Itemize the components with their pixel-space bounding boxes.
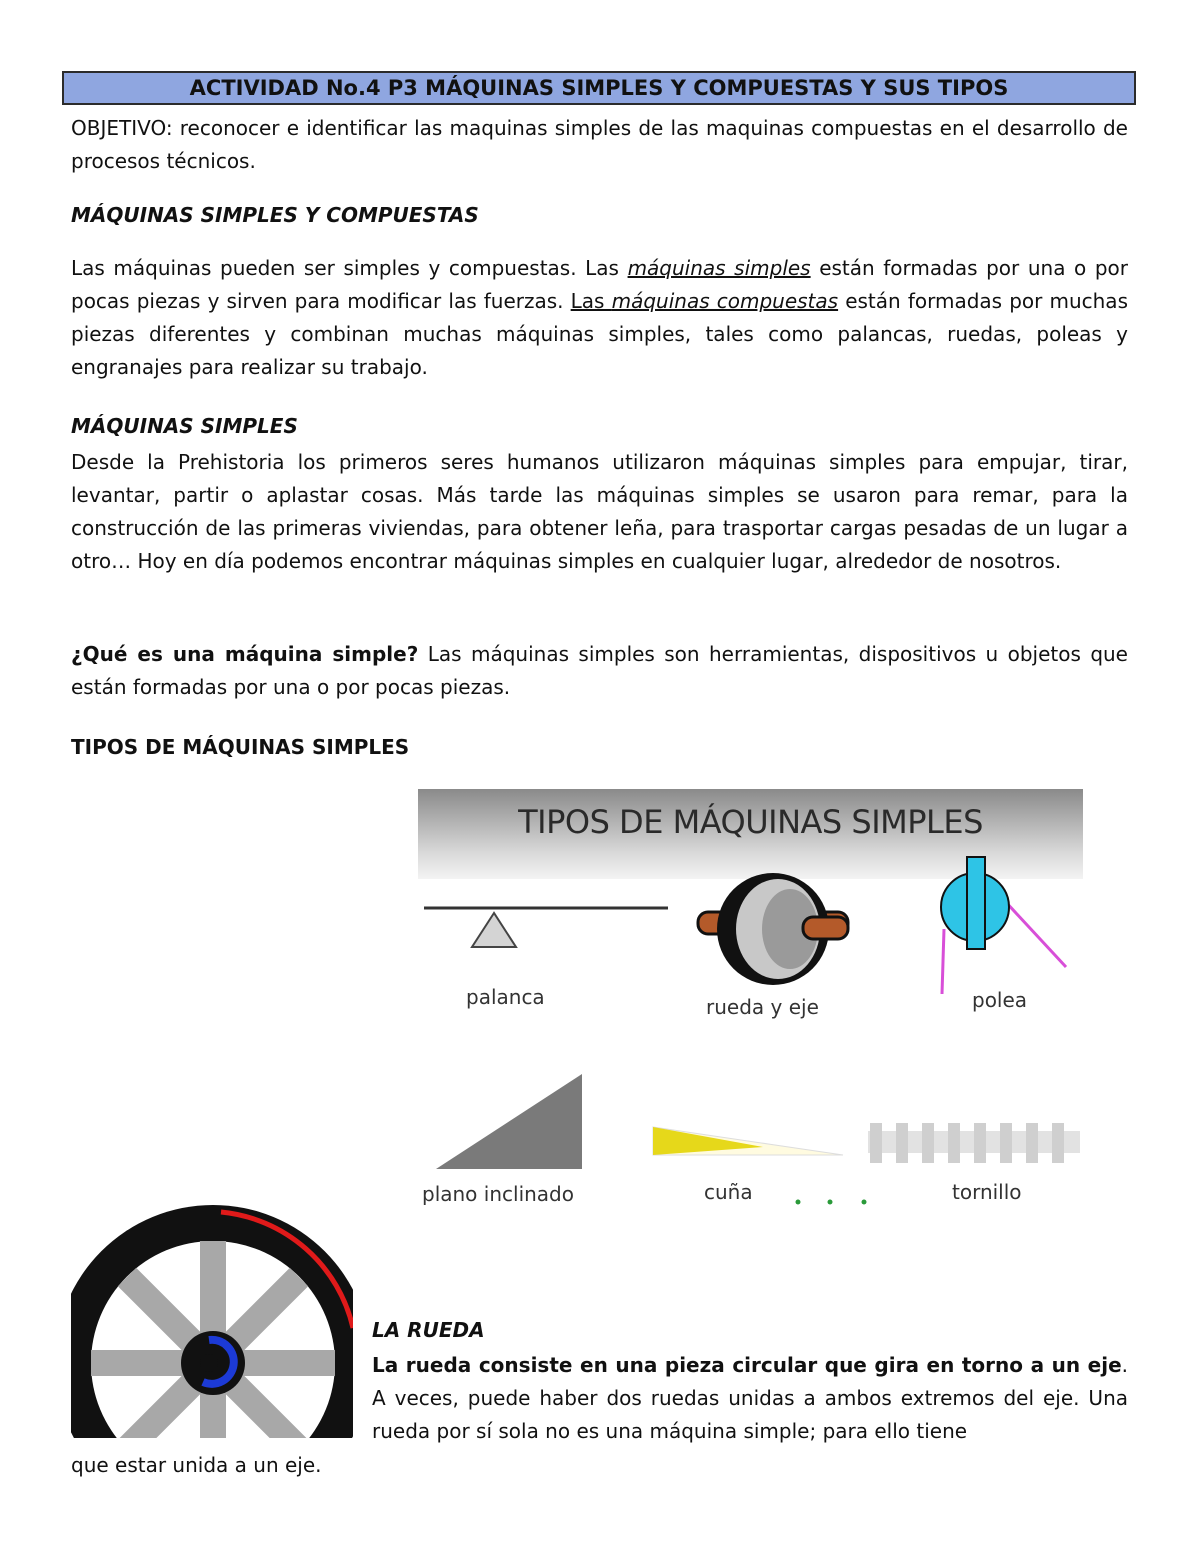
- answer-text: Las máquinas simples son herramientas, dispositivos u objetos que están formadas por una o por pocas piezas.: [71, 642, 1128, 699]
- heading-tipos: TIPOS DE MÁQUINAS SIMPLES: [71, 735, 410, 759]
- heading-la-rueda: LA RUEDA: [372, 1318, 485, 1342]
- wheel-illustration: [71, 1168, 353, 1438]
- link-maquinas-simples[interactable]: máquinas simples: [627, 256, 811, 280]
- wedge-icon: [653, 1127, 843, 1155]
- label-cuna: cuña: [704, 1180, 753, 1204]
- objective-text: OBJETIVO: reconocer e identificar las maquinas simples de las maquinas compuestas en el desarrollo de procesos técnicos.: [71, 116, 1128, 173]
- wheel-icon: [71, 1168, 353, 1438]
- intro-mid: están formadas por una o por pocas piezas y sirven para modificar las fuerzas.: [71, 256, 1128, 313]
- link2-prefix[interactable]: Las: [570, 289, 612, 313]
- inclined-plane-icon: [436, 1074, 582, 1169]
- label-plano-inclinado: plano inclinado: [422, 1182, 574, 1205]
- rueda-rest: . A veces, puede haber dos ruedas unidas a ambos extremos del eje. Una rueda por sí sola no es una máquina simple; para ello tiene: [372, 1353, 1128, 1443]
- intro-paragraph: [71, 252, 1128, 384]
- lever-icon: [424, 908, 668, 947]
- rueda-tail: que estar unida a un eje.: [71, 1453, 322, 1477]
- question-text: ¿Qué es una máquina simple?: [71, 642, 419, 666]
- heading-maquinas-simples: MÁQUINAS SIMPLES: [71, 414, 298, 438]
- label-tornillo: tornillo: [952, 1180, 1022, 1204]
- intro-end: están formadas por muchas piezas diferentes y combinan muchas máquinas simples, tales como palancas, ruedas, poleas y engranajes para realizar su trabajo.: [71, 289, 1128, 379]
- wheel-and-axle-icon: [698, 873, 848, 985]
- rueda-paragraph: [372, 1349, 1128, 1448]
- intro-start: Las máquinas pueden ser simples y compuestas. Las: [71, 256, 628, 280]
- history-paragraph: Desde la Prehistoria los primeros seres humanos utilizaron máquinas simples para empujar, tirar, levantar, partir o aplastar cosas. Más tarde las máquinas simples se usaron para remar, para la construcción de las primeras viviendas, para obtener leña, para trasportar cargas pesadas de un lugar a otro… Hoy en día podemos encontrar máquinas simples en cualquier lugar, alrededor de nosotros.: [71, 450, 1128, 573]
- activity-title: ACTIVIDAD No.4 P3 MÁQUINAS SIMPLES Y COMPUESTAS Y SUS TIPOS: [62, 71, 1136, 105]
- pulley-icon: [941, 857, 1066, 994]
- label-polea: polea: [972, 988, 1028, 1012]
- label-rueda-y-eje: rueda y eje: [706, 995, 819, 1019]
- label-palanca: palanca: [466, 985, 545, 1009]
- rueda-definition: La rueda consiste en una pieza circular que gira en torno a un eje: [372, 1353, 1122, 1377]
- link-maquinas-compuestas[interactable]: máquinas compuestas: [611, 289, 839, 313]
- simple-machines-figure: [418, 789, 1083, 1205]
- figure-title: TIPOS DE MÁQUINAS SIMPLES: [518, 803, 983, 841]
- heading-simples-compuestas: MÁQUINAS SIMPLES Y COMPUESTAS: [71, 203, 479, 227]
- question-paragraph: [71, 638, 1128, 704]
- screw-icon: [868, 1123, 1080, 1163]
